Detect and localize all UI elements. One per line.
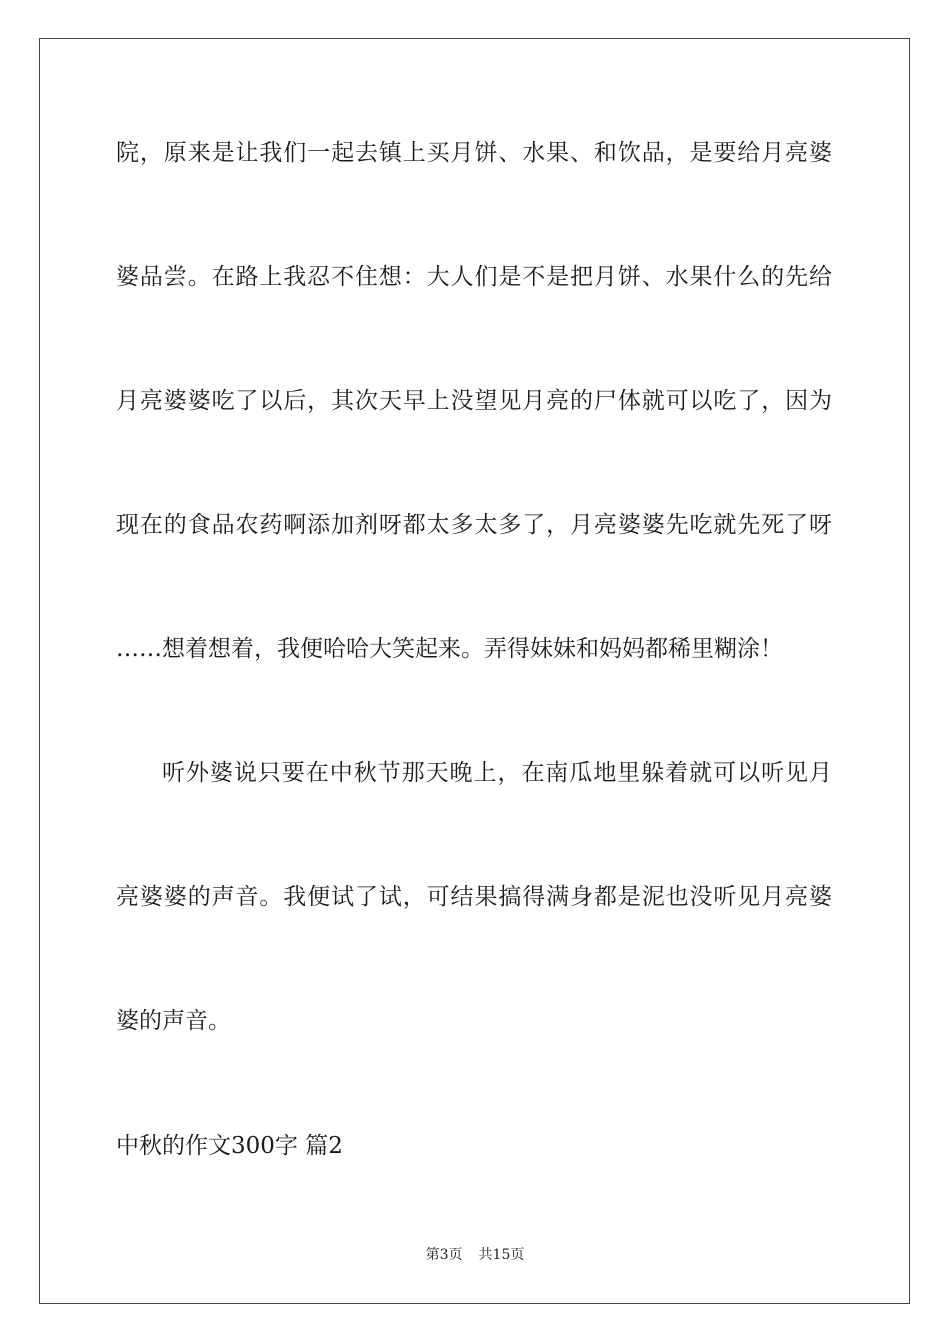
body-line: 月亮婆婆吃了以后，其次天早上没望见月亮的尸体就可以吃了，因为	[116, 388, 832, 414]
section-heading: 中秋的作文300字 篇2	[116, 1133, 343, 1159]
body-line: 院，原来是让我们一起去镇上买月饼、水果、和饮品，是要给月亮婆	[116, 140, 832, 166]
body-line: 婆的声音。	[116, 1008, 231, 1034]
page-footer	[0, 1246, 950, 1264]
total-page-count: 共15页	[478, 1247, 525, 1263]
page-border	[39, 38, 910, 1304]
body-line: 婆品尝。在路上我忍不住想：大人们是不是把月饼、水果什么的先给	[116, 264, 832, 290]
body-line: ……想着想着，我便哈哈大笑起来。弄得妹妹和妈妈都稀里糊涂！	[116, 636, 783, 662]
body-line-indented: 听外婆说只要在中秋节那天晚上，在南瓜地里躲着就可以听见月	[162, 760, 832, 786]
current-page-number: 第3页	[425, 1247, 463, 1263]
body-line: 现在的食品农药啊添加剂呀都太多太多了，月亮婆婆先吃就先死了呀	[116, 512, 832, 538]
body-line: 亮婆婆的声音。我便试了试，可结果搞得满身都是泥也没听见月亮婆	[116, 884, 832, 910]
